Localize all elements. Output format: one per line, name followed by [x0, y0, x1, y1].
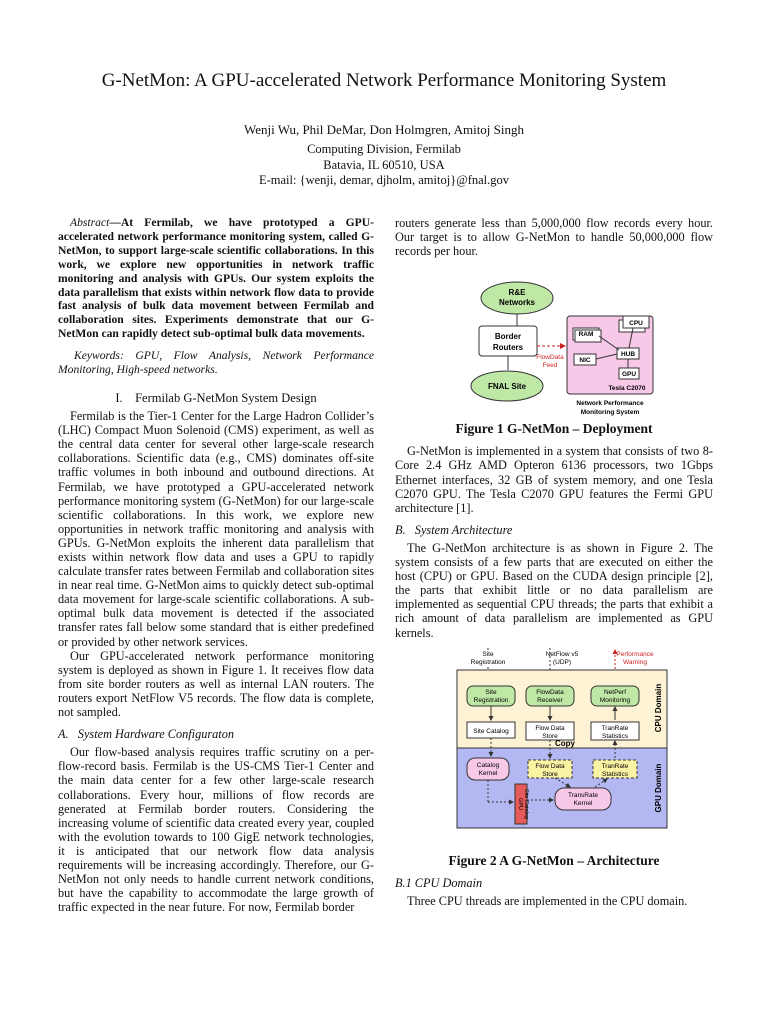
subsection-heading: A. System Hardware Configuraton — [58, 727, 235, 742]
netperf-monitoring-l1: NetPerf — [603, 688, 627, 696]
gpu-domain-label: GPU Domain — [654, 763, 663, 813]
feed-label: Feed — [542, 362, 558, 370]
input-netflow-label: NetFlow v5 — [545, 650, 579, 658]
site-registration-l1: Site — [485, 688, 497, 696]
gpu-site-catalog-l2: Site Catalog — [523, 788, 529, 819]
fnal-site-label: FNAL Site — [487, 382, 527, 392]
gpu-label: GPU — [621, 371, 637, 379]
output-warning-label: Performance — [616, 650, 654, 658]
abstract-label: Abstract — [70, 216, 110, 229]
flow-data-store-l1: Flow Data — [535, 724, 565, 732]
site-registration-l2: Registration — [473, 696, 509, 704]
nic-label: NIC — [579, 357, 591, 365]
figure-1-deployment — [395, 264, 713, 416]
netperf-monitoring-l2: Monitoring — [599, 696, 631, 704]
paragraph: G-NetMon is implemented in a system that consists of two 8-Core 2.4 GHz AMD Opteron 6136 processors, two 1Gbps Ethernet interfaces, 32 GB of system memory, and one Tesla C2070 GPU. The Tesla C2070 GPU features the Fermi GPU architecture [1]. — [395, 444, 713, 515]
flow-data-store-l2: Store — [542, 732, 558, 740]
gpu-flow-data-store-l2: Store — [542, 770, 558, 778]
input-site-label: Site — [482, 650, 494, 658]
input-registration-label: Registration — [470, 658, 506, 666]
ram-label: RAM — [578, 331, 594, 339]
catalog-kernel-l1: Catalog — [476, 761, 500, 769]
paper-title: G-NetMon: A GPU-accelerated Network Performance Monitoring System — [101, 70, 667, 91]
system-label-2: Monitoring System — [580, 409, 640, 417]
affiliation-line: Computing Division, Fermilab — [307, 142, 461, 156]
hub-label: HUB — [620, 351, 636, 359]
abstract-text: At Fermilab, we have prototyped a GPU-accelerated network performance monitoring system, called G-NetMon, to support large-scale scientific collaborations. In this work, we explore new opportunities in network traffic monitoring and analysis with GPUs. Our system exploits the data parallelism that exists within network flow data to provide fast analysis of bulk data movement between Fermilab and collaboration sites. Experiments demonstrate that our G-NetMon can rapidly detect sub-optimal bulk data movements. — [58, 216, 374, 341]
copy-label: Copy — [555, 738, 575, 748]
routers-label: Routers — [492, 343, 524, 353]
paper-authors: Wenji Wu, Phil DeMar, Don Holmgren, Amitoj Singh — [243, 122, 525, 137]
input-udp-label: (UDP) — [552, 658, 572, 666]
paragraph: Our flow-based analysis requires traffic scrutiny on a per-flow-record basis. Fermilab is the US-CMS Tier-1 Center and the main data center for a few other large-scale research collaborations. Every hour, millions of flow records are generated at Fermilab border routers. Considering the increasing volume of scientific data created every year, coupled with the evolution towards to 100 GigE network technologies, it is anticipated that our network flow data analysis requirements will be increasing accordingly. Therefore, our G-NetMon not only needs to handle current network conditions, but have the capability to accommodate the large growth of traffic expected in the near future. For now, Fermilab border — [58, 745, 374, 915]
networks-label: Networks — [498, 298, 536, 308]
paragraph: Our GPU-accelerated network performance monitoring system is deployed as shown in Figure 1. It receives flow data from site border routers as well as internal LAN routers. The routers export NetFlow V5 records. The flow data is complete, not sampled. — [58, 648, 374, 720]
gpu-flow-data-store-l1: Flow Data — [535, 762, 565, 770]
subsection-heading: B.1 CPU Domain — [395, 875, 483, 890]
subsection-heading: B. System Architecture — [395, 522, 513, 537]
re-label: R&E — [508, 288, 526, 298]
system-label-1: Network Performance — [576, 400, 644, 408]
transrate-kernel-l1: TransRate — [567, 791, 599, 799]
transrate-kernel-l2: Kernel — [573, 799, 593, 807]
paragraph: routers generate less than 5,000,000 flow records every hour. Our target is to allow G-NetMon to handle 50,000,000 flow records per hour. — [395, 216, 713, 259]
section-heading: I. Fermilab G-NetMon System Design — [115, 390, 317, 405]
figure-1-caption: Figure 1 G-NetMon – Deployment — [455, 421, 653, 437]
flowdata-receiver-l2: Receiver — [537, 696, 563, 704]
figure-2-caption: Figure 2 A G-NetMon – Architecture — [448, 852, 660, 868]
keywords: Keywords: GPU, Flow Analysis, Network Performance Monitoring, High-speed networks. — [58, 349, 374, 377]
abstract-dash: — — [109, 216, 121, 229]
cpu-label: CPU — [629, 320, 643, 328]
gpu-site-catalog-l1: GPU — [517, 797, 523, 810]
tranrate-statistics-l2: Statistics — [601, 732, 629, 740]
site-catalog-label: Site Catalog — [473, 727, 509, 735]
paragraph: The G-NetMon architecture is as shown in Figure 2. The system consists of a few parts that are executed on either the host (CPU) or GPU. Based on the CUDA design principle [2], the parts that exhibit little or no data parallelism are implemented as sequential CPU threads; the parts that exhibit a rich amount of data parallelism are implemented as GPU kernels. — [395, 540, 713, 640]
right-column — [395, 216, 713, 908]
tranrate-statistics-l1: TranRate — [601, 724, 629, 732]
paragraph: Three CPU threads are implemented in the CPU domain. — [407, 893, 688, 908]
output-warning-label-2: Warning — [623, 658, 647, 666]
affiliation-line: Batavia, IL 60510, USA — [323, 157, 445, 172]
flowdata-feed-label: FlowData — [536, 354, 564, 362]
tesla-label: Tesla C2070 — [608, 385, 646, 393]
paragraph: Fermilab is the Tier-1 Center for the Large Hadron Collider’s (LHC) Compact Muon Solenoid (CMS) experiment, as well as the central data center for several other large-scale research collaborations. Scientific data (e.g., CMS) dominates off-site traffic volumes in both inbound and outbound directions. At Fermilab, we have prototyped a GPU-accelerated network performance monitoring system (G-NetMon) for our large-scale scientific collaborations. In this work, we explore new opportunities in network traffic monitoring and analysis with GPUs. G-NetMon exploits the inherent data parallelism that exists within network flow data and uses a GPU to rapidly calculate transfer rates between Fermilab and collaboration sites in near real time. G-NetMon aims to quickly detect sub-optimal data movement for large-scale scientific collaborations. A sub-optimal bulk data movement is detected if the associated transfer rates fall below some standard that is either predefined or provided by other network services. — [58, 409, 374, 649]
catalog-kernel-l2: Kernel — [478, 769, 498, 777]
cpu-domain-label: CPU Domain — [654, 683, 663, 732]
left-column — [58, 216, 374, 914]
flowdata-receiver-l1: FlowData — [536, 688, 564, 696]
border-label: Border — [494, 332, 522, 342]
figure-2-architecture — [395, 648, 713, 848]
gpu-tranrate-statistics-l2: Statistics — [601, 770, 629, 778]
email-line: E-mail: {wenji, demar, djholm, amitoj}@fnal.gov — [258, 173, 510, 187]
abstract — [58, 216, 374, 341]
gpu-tranrate-statistics-l1: TranRate — [601, 762, 629, 770]
affiliation — [0, 142, 768, 189]
